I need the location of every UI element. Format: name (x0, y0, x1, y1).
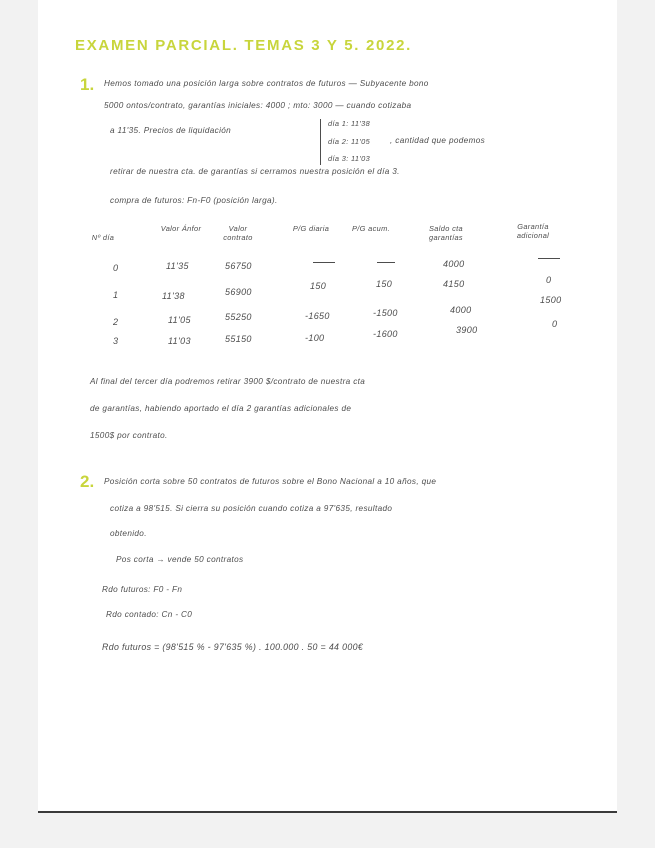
question-2-number: 2. (80, 472, 95, 491)
q2-formula-1: Rdo futuros: F0 - Fn (102, 585, 183, 594)
table-row-1-value: 11'38 (162, 291, 185, 301)
table-row-0-day: 0 (113, 263, 119, 273)
q1-conclusion-1: Al final del tercer día podremos retirar 3900 $/contrato de nuestra cta (90, 377, 366, 386)
table-row-3-additional: 0 (552, 319, 558, 329)
table-row-2-pg-daily: -1650 (305, 311, 330, 321)
days-brace (320, 119, 321, 165)
table-row-2-additional: 1500 (540, 295, 562, 305)
table-row-2-balance: 4000 (450, 305, 472, 315)
table-row-3-day: 3 (113, 336, 119, 346)
q1-line-5: compra de futuros: Fn-F0 (posición larga). (110, 196, 278, 205)
exam-page (38, 0, 617, 813)
q1-after-days: , cantidad que podemos (390, 136, 486, 145)
q1-line-2: 5000 ontos/contrato, garantías iniciales: 4000 ; mto: 3000 — cuando cotizaba (104, 101, 412, 110)
q2-line-3: obtenido. (110, 529, 147, 538)
table-header-pg-acum: P/G acum. (351, 224, 391, 233)
q2-formula-2: Rdo contado: Cn - C0 (106, 610, 193, 619)
q2-line-2: cotiza a 98'515. Si cierra su posición cuando cotiza a 97'635, resultado (110, 504, 393, 513)
table-row-1-balance: 4150 (443, 279, 465, 289)
table-row-1-additional: 0 (546, 275, 552, 285)
table-row-1-pg-daily: 150 (310, 281, 327, 291)
q1-day-3: día 3: 11'03 (328, 154, 371, 163)
table-header-value: Valor Ánfor (160, 224, 202, 233)
q1-day-2: día 2: 11'05 (328, 137, 371, 146)
q1-line-4: retirar de nuestra cta. de garantías si cerramos nuestra posición el día 3. (110, 167, 400, 176)
table-row-2-contract: 55250 (225, 312, 252, 322)
table-row-3-value: 11'03 (168, 336, 191, 346)
q1-line-1: Hemos tomado una posición larga sobre contratos de futuros — Subyacente bono (104, 79, 429, 88)
table-row-0-balance: 4000 (443, 259, 465, 269)
table-row-0-contract: 56750 (225, 261, 252, 271)
table-row-0-value: 11'35 (166, 261, 189, 271)
table-header-balance: Saldo cta garantías (429, 224, 463, 243)
table-row-1-contract: 56900 (225, 287, 252, 297)
q1-line-3: a 11'35. Precios de liquidación (110, 126, 232, 135)
table-row-0-additional-dash (538, 258, 560, 259)
table-row-2-pg-acum: -1500 (373, 308, 398, 318)
table-header-additional: Garantía adicional (516, 222, 550, 241)
table-row-3-pg-acum: -1600 (373, 329, 398, 339)
table-header-pg-daily: P/G diaria (292, 224, 330, 233)
q1-day-1: día 1: 11'38 (328, 119, 371, 128)
q2-subline: Pos corta → vende 50 contratos (116, 555, 244, 564)
table-row-2-day: 2 (113, 317, 119, 327)
q2-result: Rdo futuros = (98'515 % - 97'635 %) . 100.000 . 50 = 44 000€ (102, 642, 364, 652)
table-row-2-value: 11'05 (168, 315, 191, 325)
q2-line-1: Posición corta sobre 50 contratos de futuros sobre el Bono Nacional a 10 años, que (104, 477, 437, 486)
table-row-3-pg-daily: -100 (305, 333, 325, 343)
table-row-1-day: 1 (113, 290, 119, 300)
q1-conclusion-3: 1500$ por contrato. (90, 431, 168, 440)
page-title: EXAMEN PARCIAL. TEMAS 3 Y 5. 2022. (75, 37, 413, 54)
table-row-1-pg-acum: 150 (376, 279, 393, 289)
q1-conclusion-2: de garantías, habiendo aportado el día 2 garantías adicionales de (90, 404, 352, 413)
table-header-contract: Valor contrato (223, 224, 253, 243)
table-row-3-contract: 55150 (225, 334, 252, 344)
table-row-0-pg-daily-dash (313, 262, 335, 263)
question-1-number: 1. (80, 75, 95, 94)
table-row-3-balance: 3900 (456, 325, 478, 335)
table-header-day: Nº día (91, 233, 115, 242)
table-row-0-pg-acum-dash (377, 262, 395, 263)
